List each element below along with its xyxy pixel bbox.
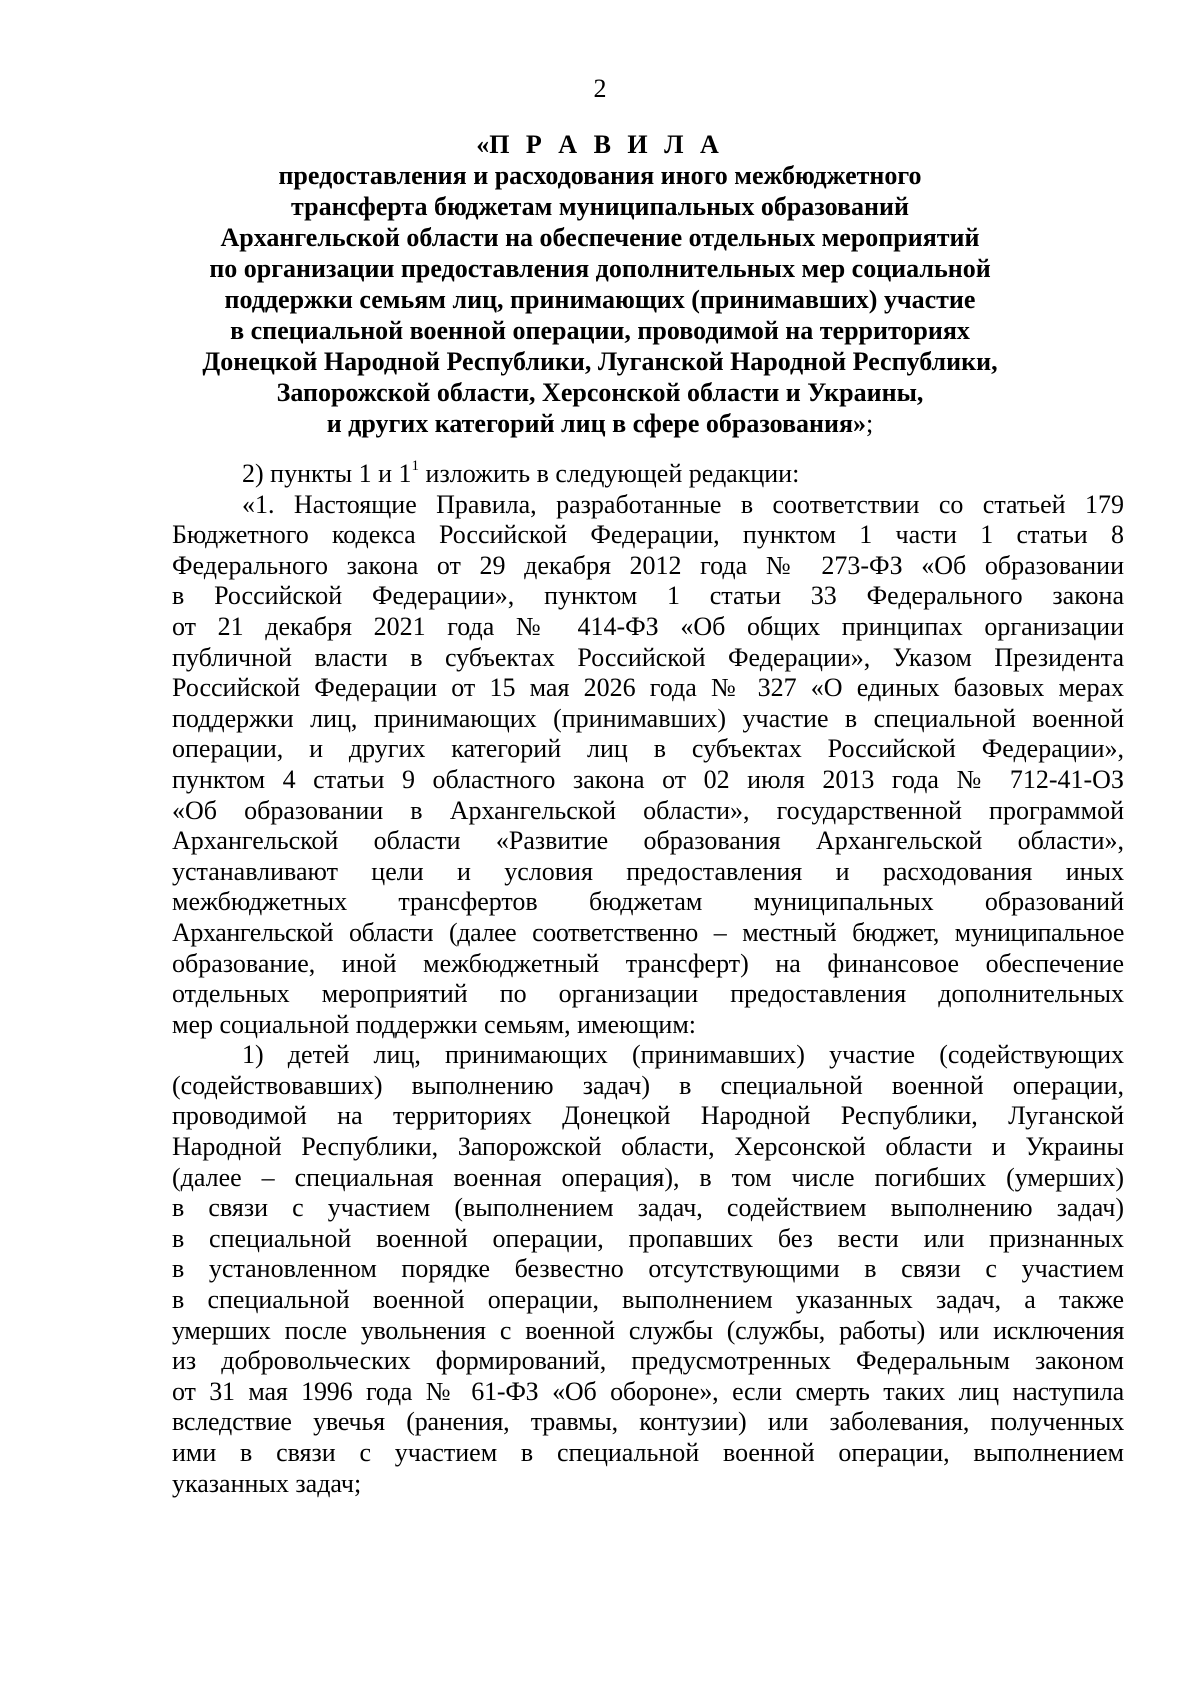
paragraph-line: 1) детей лиц, принимающих (принимавших) участие (содействующих (242, 1040, 1124, 1070)
heading-title-text: П Р А В И Л А (489, 130, 724, 159)
heading-subtitle-line: предоставления и расходования иного межбюджетного (278, 161, 922, 190)
heading-subtitle-line: поддержки семьям лиц, принимающих (принимавших) участие (224, 285, 976, 314)
heading-title-quote: « (476, 130, 490, 159)
heading-title (150, 129, 1050, 160)
paragraph-line: (далее – специальная военная операция), в том числе погибших (умерших) (172, 1162, 1124, 1192)
heading-subtitle-last-line (150, 408, 1050, 439)
paragraph-line: мер социальной поддержки семьям, имеющим: (172, 1009, 697, 1039)
amendment-suffix: изложить в следующей редакции: (419, 459, 800, 488)
paragraph-line: в связи с участием (выполнением задач, содействием выполнению задач) (172, 1193, 1124, 1223)
document-heading (150, 129, 1050, 439)
paragraph-line: (содействовавших) выполнению задач) в специальной военной операции, (172, 1070, 1124, 1100)
paragraph-line: поддержки лиц, принимающих (принимавших) участие в специальной военной (172, 703, 1124, 733)
paragraph-line: вследствие увечья (ранения, травмы, контузии) или заболевания, полученных (172, 1407, 1124, 1437)
amendment-prefix: 2) пункты 1 и 1 (242, 459, 412, 488)
paragraph-line: в Российской Федерации», пунктом 1 статьи 33 Федерального закона (172, 581, 1124, 611)
paragraph-line: в специальной военной операции, пропавших без вести или признанных (172, 1223, 1124, 1253)
amendment-superscript: 1 (411, 458, 420, 474)
paragraph-1 (172, 490, 1124, 1041)
heading-closing-punct: ; (866, 409, 874, 438)
paragraph-line: указанных задач; (172, 1468, 362, 1498)
heading-subtitle-line: в специальной военной операции, проводимой на территориях (230, 316, 970, 345)
paragraph-line: умерших после увольнения с военной службы (службы, работы) или исключения (172, 1315, 1124, 1345)
heading-subtitle-line: Запорожской области, Херсонской области и Украины, (276, 378, 924, 407)
paragraph-line: в специальной военной операции, выполнением указанных задач, а также (172, 1285, 1124, 1315)
heading-subtitle-line: и других категорий лиц в сфере образования» (326, 409, 867, 438)
paragraph-line: Федерального закона от 29 декабря 2012 года № 273-ФЗ «Об образовании (172, 550, 1124, 580)
paragraph-line: пунктом 4 статьи 9 областного закона от 02 июля 2013 года № 712-41-ОЗ (172, 764, 1124, 794)
heading-subtitle-line: Архангельской области на обеспечение отдельных мероприятий (220, 223, 980, 252)
paragraph-line: от 31 мая 1996 года № 61-ФЗ «Об обороне», если смерть таких лиц наступила (172, 1376, 1124, 1406)
page-number: 2 (593, 74, 607, 103)
paragraph-line: публичной власти в субъектах Российской Федерации», Указом Президента (172, 642, 1124, 672)
paragraph-line: Архангельской области (далее соответственно – местный бюджет, муниципальное (172, 917, 1124, 947)
paragraph-line: межбюджетных трансфертов бюджетам муниципальных образований (172, 887, 1124, 917)
heading-subtitle-line: по организации предоставления дополнительных мер социальной (209, 254, 991, 283)
paragraph-line: Народной Республики, Запорожской области, Херсонской области и Украины (172, 1132, 1124, 1162)
paragraph-line: от 21 декабря 2021 года № 414-ФЗ «Об общих принципах организации (172, 611, 1124, 641)
paragraph-line: ими в связи с участием в специальной военной операции, выполнением (172, 1438, 1124, 1467)
paragraph-line: Бюджетного кодекса Российской Федерации, пунктом 1 части 1 статьи 8 (172, 520, 1124, 550)
paragraph-line: из добровольческих формирований, предусмотренных Федеральным законом (172, 1346, 1124, 1376)
paragraph-line: отдельных мероприятий по организации предоставления дополнительных (172, 979, 1124, 1009)
heading-subtitle-line: Донецкой Народной Республики, Луганской Народной Республики, (202, 347, 998, 376)
paragraph-line: Архангельской области «Развитие образования Архангельской области», (172, 826, 1124, 856)
paragraph-line: образование, иной межбюджетный трансферт) на финансовое обеспечение (172, 948, 1124, 978)
paragraph-line: проводимой на территориях Донецкой Народной Республики, Луганской (172, 1101, 1124, 1131)
paragraph-line: «Об образовании в Архангельской области», государственной программой (172, 795, 1124, 825)
amendment-line (172, 459, 1124, 490)
paragraph-line: операции, и других категорий лиц в субъектах Российской Федерации», (172, 734, 1124, 764)
paragraph-line: устанавливают цели и условия предоставления и расходования иных (172, 856, 1124, 886)
paragraph-2 (172, 1040, 1124, 1499)
document-body (172, 459, 1124, 1499)
paragraph-line: «1. Настоящие Правила, разработанные в соответствии со статьей 179 (242, 489, 1124, 519)
paragraph-line: Российской Федерации от 15 мая 2026 года № 327 «О единых базовых мерах (172, 673, 1124, 703)
paragraph-line: в установленном порядке безвестно отсутствующими в связи с участием (172, 1254, 1124, 1284)
heading-subtitle-line: трансферта бюджетам муниципальных образований (291, 192, 909, 221)
